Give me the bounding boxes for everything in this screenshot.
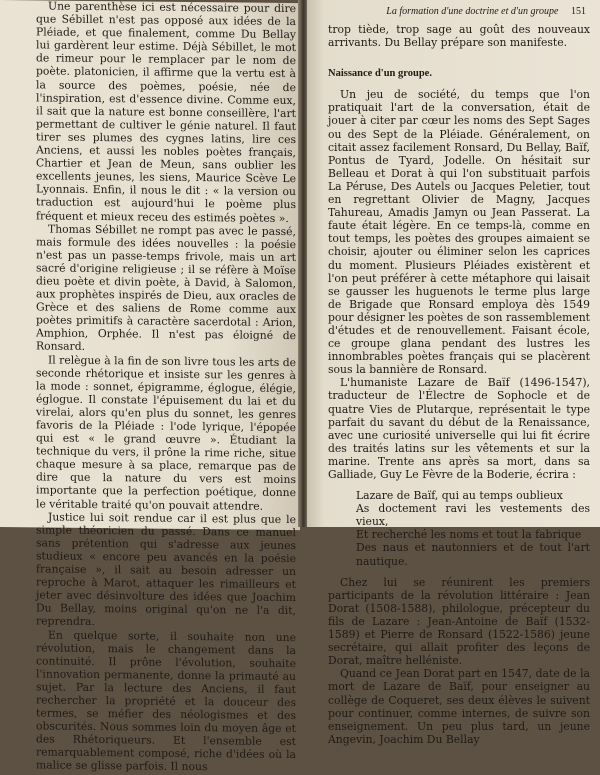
poem-line: Des naus et nautonniers et de tout l'art nautique. [356, 541, 590, 568]
header-title: La formation d'une doctrine et d'un groupe [386, 6, 559, 17]
paragraph: Un jeu de société, du temps que l'on pratiquait l'art de la conversation, était de jouer à citer par cœur les noms des Sept Sages ou des Sept de la Pléiade. Généralement, on citait assez facilement Ronsard, Du Bellay, Baïf, Pontus de Tyard, Jodelle. On hésitait sur Belleau et Dorat à qui l'on substituait parfois La Péruse, Des Autels ou Jacques Peletier, tout en regrettant Olivier de Magny, Jacques Tahureau, Amadis Jamyn ou Jean Passerat. La faute était légère. En ce temps-là, comme en tout temps, les poètes des groupes aimaient se choisir, ajouter ou éliminer selon les caprices du moment. Plusieurs Pléiades existèrent et l'on peut préférer à cette métaphore qui laisait se gausser les huguenots le terme plus large de Brigade que Ronsard employa dès 1549 pour désigner les poètes de son rassemblement d'études et de renouvellement. Faisant école, ce groupe glana pendant des lustres les innombrables poètes français qui se placèrent sous la bannière de Ronsard. [328, 88, 590, 377]
left-page-text [36, 0, 296, 775]
poem-quote [356, 489, 590, 568]
paragraph: Thomas Sébillet ne rompt pas avec le passé, mais formule des idées nouvelles : la poésie n'est pas un passe-temps frivole, mais un art sacré d'origine religieuse ; il se réfère à Moïse dieu poète et divin poète, à David, à Salomon, aux prophètes inspirés de Dieu, aux oracles de Grèce et des saliens de Rome comme aux poètes primitifs à caractère sacerdotal : Arion, Amphion, Orphée. Il n'est pas éloigné de Ronsard. [36, 222, 296, 354]
paragraph: Une parenthèse ici est nécessaire pour dire que Sébillet n'est pas opposé aux idées de la Pléiade, et que finalement, comme Du Bellay lui gardèrent leur estime. Déjà Sébillet, le mot de rimeur pour le remplacer par le nom de poète. platonicien, il affirme que la vertu est à la source des poèmes, poésie, née de l'inspiration, est d'essence divine. Comme eux, il sait que la nature est bonne conseillère, l'art permettant de cultiver le génie naturel. Il faut tirer ses plumes des cygnes latins, lire ces Anciens, et aussi les nobles poètes français, Chartier et Jean de Meun, sans oublier les excellents jeunes, les siens, Maurice Scève Le Lyonnais. Enfin, il nous le dit : « la version ou traduction est aujourd'hui le poème plus fréquent et mieux receu des estimés poètes ». [36, 0, 296, 225]
section-title: Naissance d'un groupe. [328, 68, 432, 80]
paragraph: Justice lui soit rendue car il est plus que le simple théoricien du passé. Dans ce manuel sans prétention qui s'adresse aux jeunes studieux « encore peu avancés en la poésie française », il sait au besoin adresser un reproche à Marot, attaquer les rimailleurs et jeter avec désinvolture des idées que Joachim Du Bellay, moins original qu'on ne l'a dit, reprendra. [36, 510, 296, 629]
left-page [0, 0, 300, 774]
paragraph: Quand ce Jean Dorat part en 1547, date de la mort de Lazare de Baïf, pour enseigner au collège de Coqueret, ses deux élèves le suivent pour continuer, comme internes, de suivre son enseignement. Un peu plus tard, un jeune Angevin, Joachim Du Bellay [328, 667, 590, 746]
page-number: 151 [571, 6, 586, 17]
paragraph: trop tiède, trop sage au goût des nouveaux arrivants. Du Bellay prépare son manifeste. [328, 23, 590, 50]
paragraph: En quelque sorte, il souhaite non une révolution, mais le changement dans la continuité. Il prône l'évolution, souhaite l'innovation permanente, donne la primauté au sujet. Par la lecture des Anciens, il faut rechercher la propriété et la douceur des termes, se méfier des néologismes et des obscurités. Nous sommes loin du moyen âge et des Rhétoriqueurs. Et l'ensemble est remarquablement composé, riche d'idées où la malice se glisse parfois. Il nous [36, 628, 296, 774]
paragraph: Chez lui se réunirent les premiers participants de la révolution littéraire : Jean Dorat (1508-1588), philologue, précepteur du fils de Lazare : Jean-Antoine de Baïf (1532-1589) et Pierre de Ronsard (1522-1586) jeune secrétaire, qui allait profiter des leçons de Dorat, maître helléniste. [328, 575, 590, 668]
poem-line: As doctement ravi les vestements des vieux, [356, 502, 590, 529]
paragraph: Il relègue à la fin de son livre tous les arts de seconde rhétorique et insiste sur les genres à la mode : sonnet, épigramme, églogue, élégie, églogue. Il constate l'épuisement du lai et du virelai, alors qu'en plus du sonnet, les genres favoris de la Pléiade : l'ode lyrique, l'épopée qui est « le grand œuvre ». Étudiant la technique du vers, il prône la rime riche, situe chaque mesure à sa place, remarque pas de dire que la nature du vers est moins importante que la perfection poétique, donne le véritable traité qu'on pouvait attendre. [36, 353, 296, 513]
right-page-text [328, 23, 590, 746]
poem-line: Et recherché les noms et tout la fabrique [356, 528, 582, 542]
running-header [379, 6, 586, 17]
right-page [307, 0, 600, 746]
paragraph: L'humaniste Lazare de Baïf (1496-1547), traducteur de l'Électre de Sophocle et de quatre Vies de Plutarque, représentait le type parfait du savant du début de la Renaissance, avec une curiosité universelle qui lui fit écrire des traités latins sur les vêtements et sur la marine. Trente ans après sa mort, dans sa Galliade, Guy Le Fèvre de la Boderie, écrira : [328, 376, 590, 481]
poem-line: Lazare de Baïf, qui au temps oublieux [356, 489, 563, 503]
